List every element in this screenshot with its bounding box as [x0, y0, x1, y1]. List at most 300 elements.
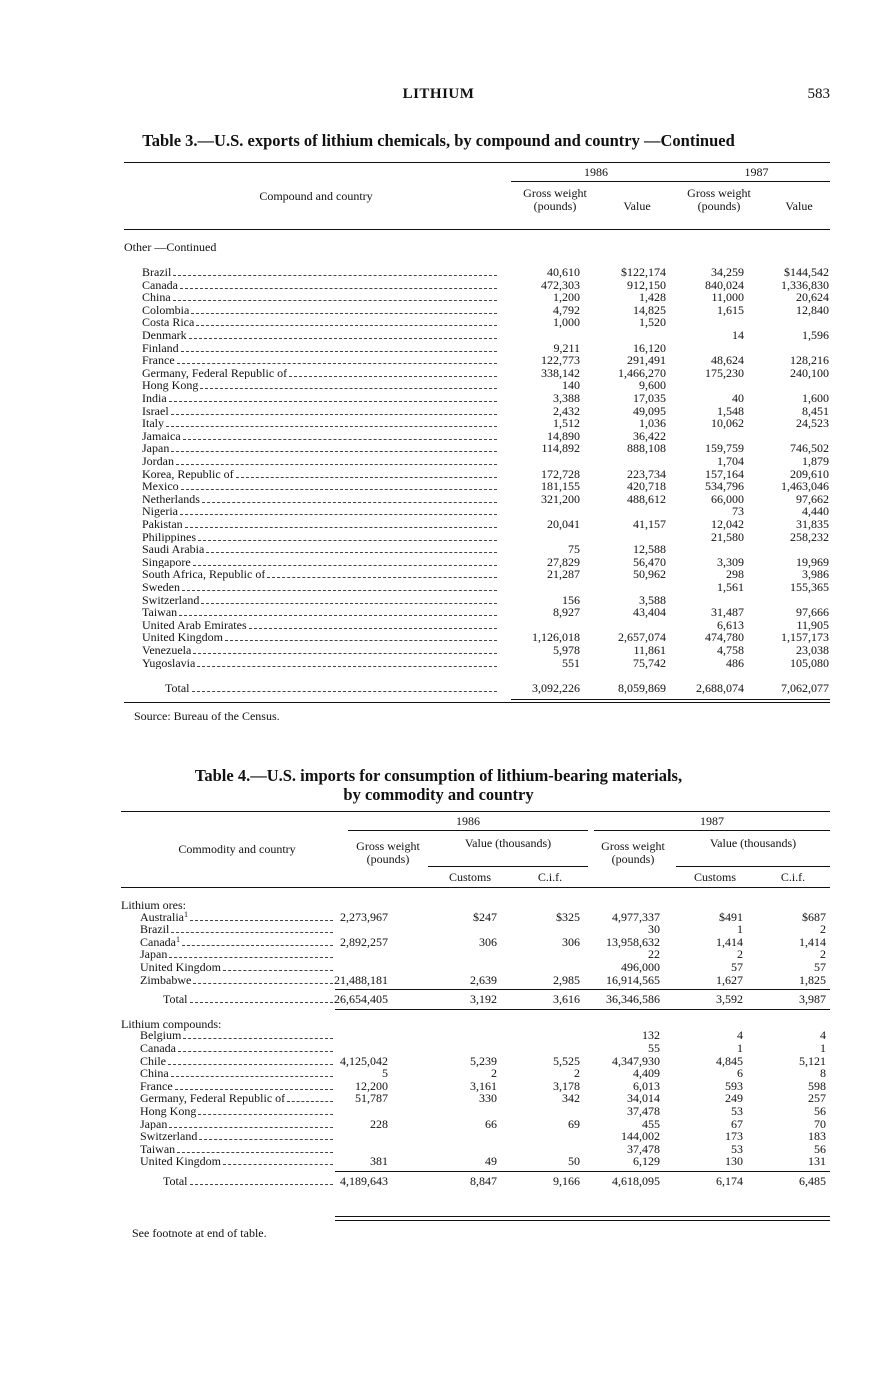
table3-row — [0, 556, 877, 569]
table4-cell: 131 — [808, 1154, 826, 1169]
table4-country-label — [140, 911, 188, 924]
leader-dots — [223, 961, 333, 971]
table4-value-1986: Value (thousands) — [464, 836, 552, 850]
table4-country-label — [140, 923, 169, 936]
leader-dots — [192, 682, 497, 692]
table4-cell: 306 — [562, 934, 580, 949]
table3-cell: 291,491 — [627, 353, 666, 368]
table3-country-label: Jordan — [142, 455, 174, 468]
leader-dots — [289, 367, 497, 377]
table3-year-1987: 1987 — [744, 165, 769, 179]
table3-cell: 122,773 — [541, 353, 580, 368]
table3-cell: 128,216 — [790, 353, 829, 368]
table3-cell: 21,287 — [547, 567, 580, 582]
table4-cell: 12,200 — [355, 1078, 388, 1093]
table3-country-label: Germany, Federal Republic of — [142, 366, 288, 380]
table4-country-label — [140, 948, 167, 961]
table3-country-label: Israel — [142, 404, 169, 418]
table4-country-name: Japan — [140, 948, 168, 961]
table3-row — [0, 480, 877, 493]
table4-cell: 6,129 — [633, 1154, 660, 1169]
table3-cell: 105,080 — [790, 655, 829, 670]
table3-cell: 181,155 — [541, 479, 580, 494]
table4-row — [0, 961, 877, 974]
table3-cell: 534,796 — [705, 479, 744, 494]
table4-cell: 5,525 — [553, 1053, 580, 1068]
table3-cell: 21,580 — [711, 529, 744, 544]
table3-row — [0, 594, 877, 607]
table3-row — [0, 543, 877, 556]
leader-dots — [169, 392, 497, 402]
table4-cell: 49 — [485, 1154, 497, 1169]
leader-dots — [236, 468, 497, 478]
table4-customs-1986: Customs — [448, 870, 491, 884]
table4-cell: 22 — [648, 947, 660, 962]
table3-cell: 172,728 — [541, 466, 580, 481]
table4-cell: 4 — [737, 1028, 743, 1043]
table3-cell: 156 — [562, 592, 580, 607]
table3-cell: 1,520 — [639, 315, 666, 330]
table3-cell: 1,512 — [553, 416, 580, 431]
leader-dots — [182, 936, 333, 946]
table3-cell: 1,600 — [802, 391, 829, 405]
table3-col-value-1987: Value — [785, 199, 813, 213]
table3-country-label: Yugoslavia — [142, 656, 196, 670]
table3-cell: 3,309 — [717, 554, 744, 569]
table3-cell: 31,487 — [711, 605, 744, 620]
table3-country-label: Netherlands — [142, 492, 200, 506]
table3-cell: 486 — [726, 655, 744, 670]
leader-dots — [180, 279, 497, 289]
table3-cell: 420,718 — [627, 479, 666, 494]
table4-cell: 593 — [725, 1078, 743, 1093]
table3-country-label: Sweden — [142, 581, 180, 594]
table4-cell: 598 — [808, 1078, 826, 1093]
table4-row — [0, 1143, 877, 1156]
table3-cell: 298 — [726, 567, 744, 582]
table3-country-label: Costa Rica — [142, 316, 195, 329]
leader-dots — [173, 266, 497, 276]
table3-country-label: Jamaica — [142, 429, 181, 443]
table4-cell: 34,014 — [627, 1091, 660, 1106]
table3-row — [0, 493, 877, 506]
leader-dots — [191, 304, 497, 314]
table4-cell: 2 — [491, 1066, 497, 1081]
table4-total-cell: 6,174 — [716, 1174, 743, 1188]
table4-section-title: Lithium ores: — [121, 898, 186, 912]
table3-cell: 157,164 — [705, 466, 744, 481]
leader-dots — [225, 631, 497, 641]
table4-country-name: China — [140, 1067, 169, 1080]
table3-cell: 75 — [568, 542, 580, 557]
table3-cell: 12,840 — [796, 302, 829, 317]
table3-country-label: Italy — [142, 417, 164, 430]
table4-country-label — [140, 1092, 285, 1105]
table3-row — [0, 379, 877, 392]
table4-cell: 249 — [725, 1091, 743, 1106]
table3-country-label: Hong Kong — [142, 379, 199, 392]
table4-cell: 496,000 — [621, 960, 660, 974]
page-number: 583 — [807, 86, 830, 102]
table4-country-label — [140, 1143, 175, 1156]
table3-cell: 1,879 — [802, 454, 829, 468]
table3-country-label: Brazil — [142, 266, 172, 279]
table4-cell: 66 — [485, 1116, 497, 1131]
table3-cell: 41,157 — [633, 517, 666, 531]
table3-cell: 2,432 — [553, 403, 580, 418]
table3-cell: 8,451 — [802, 403, 829, 418]
table3-cell: 140 — [562, 378, 580, 393]
table3-cell: 20,041 — [547, 517, 580, 531]
table3-cell: 5,978 — [553, 643, 580, 657]
table4-cell: 30 — [648, 922, 660, 937]
table3-cell: 75,742 — [633, 655, 666, 670]
table3-cell: 20,624 — [796, 290, 829, 305]
table4-row — [0, 1042, 877, 1055]
table4-cell: 37,478 — [627, 1104, 660, 1118]
leader-dots — [178, 1042, 333, 1052]
table4-cell: 130 — [725, 1154, 743, 1169]
table4-total-label: Total — [163, 993, 188, 1006]
table3-row — [0, 430, 877, 443]
table4-cell: 3,161 — [470, 1078, 497, 1093]
table4-stub-header: Commodity and country — [178, 842, 296, 856]
table3-cell: 1,463,046 — [781, 479, 829, 494]
leader-dots — [190, 993, 333, 1003]
table3-row — [0, 631, 877, 644]
table3-row — [0, 644, 877, 657]
table4-total-label: Total — [163, 1175, 188, 1188]
table3-total-label: Total — [165, 682, 190, 695]
table4-row — [0, 1080, 877, 1093]
table3-cell: 1,548 — [717, 403, 744, 418]
table3-row — [0, 468, 877, 481]
table3-stub-header: Compound and country — [259, 189, 373, 203]
table3-cell: 746,502 — [790, 441, 829, 456]
table3-cell: 474,780 — [705, 630, 744, 645]
table4-country-name: Japan — [140, 1117, 168, 1131]
table4-country-label — [140, 1080, 173, 1093]
table4-cell: 144,002 — [621, 1129, 660, 1144]
table4-cell: 69 — [568, 1116, 580, 1131]
table3-cell: 321,200 — [541, 491, 580, 506]
table4-cell: 228 — [370, 1116, 388, 1131]
table3-row — [0, 266, 877, 279]
leader-dots — [185, 518, 497, 528]
leader-dots — [183, 430, 497, 440]
table3-row — [0, 354, 877, 367]
leader-dots — [177, 354, 497, 364]
table3-cell: 14,825 — [633, 302, 666, 317]
table4-row — [0, 1105, 877, 1118]
table3-cell: 43,404 — [633, 605, 666, 620]
table3-country-label: United Arab Emirates — [142, 618, 247, 632]
table3-cell: 1,561 — [717, 580, 744, 594]
table4-country-label — [140, 1055, 166, 1068]
table4-total-cell: 4,189,643 — [340, 1174, 388, 1188]
table3-cell: 1,200 — [553, 290, 580, 305]
table3-cell: 40 — [732, 391, 744, 405]
table3-cell: 4,792 — [553, 302, 580, 317]
table3-cell: 888,108 — [627, 441, 666, 456]
table3-cell: 9,600 — [639, 378, 666, 393]
table3-cell: 209,610 — [790, 466, 829, 481]
table3-caption: Table 3.—U.S. exports of lithium chemicals, by compound and country —Continued — [142, 131, 735, 150]
table4-cell: $491 — [719, 909, 743, 924]
table4-country-name: Canada — [140, 935, 176, 949]
table3-country-label: United Kingdom — [142, 631, 223, 644]
table3-cell: $122,174 — [621, 265, 666, 279]
table4-country-name: United Kingdom — [140, 1155, 221, 1168]
table4-customs-1987: Customs — [693, 870, 736, 884]
table3-cell: 11,861 — [633, 643, 666, 657]
table4-cell: $247 — [473, 909, 497, 924]
table4-cell: 4,845 — [716, 1053, 743, 1068]
table3-cell: 155,365 — [790, 580, 829, 594]
table3-row — [0, 606, 877, 619]
table3-row — [0, 304, 877, 317]
table4-section-rule — [335, 1009, 830, 1010]
table4-cell: 3,178 — [553, 1078, 580, 1093]
table3-country-label: Colombia — [142, 303, 190, 317]
table4-cell: 50 — [568, 1154, 580, 1169]
table4-cell: 51,787 — [355, 1091, 388, 1106]
leader-dots — [196, 316, 497, 326]
table3-row — [0, 518, 877, 531]
table3-cell: 223,734 — [627, 466, 666, 481]
table4-cell: 53 — [731, 1141, 743, 1156]
table4-total-row — [0, 993, 877, 1006]
table3-country-label: Canada — [142, 278, 178, 292]
table4-cell: 1,414 — [799, 934, 826, 949]
table4-cell: 2,273,967 — [340, 909, 388, 924]
footnote-marker: 1 — [175, 935, 180, 944]
table3-row — [0, 531, 877, 544]
table4-total-cell: 3,987 — [799, 992, 826, 1007]
table3-row — [0, 581, 877, 594]
table3-total-cell: 2,688,074 — [696, 681, 744, 695]
table4-row — [0, 948, 877, 961]
table4-cell: 330 — [479, 1091, 497, 1106]
table4-row — [0, 1092, 877, 1105]
table3-country-label: Singapore — [142, 555, 191, 569]
table4-cif-1987: C.i.f. — [780, 870, 806, 884]
leader-dots — [173, 291, 497, 301]
table4-cell: 55 — [648, 1041, 660, 1055]
leader-dots — [223, 1155, 333, 1165]
table4-cell: 173 — [725, 1129, 743, 1144]
table4-country-name: Taiwan — [140, 1142, 176, 1156]
table4-cell: 132 — [642, 1028, 660, 1043]
table3-country-label: South Africa, Republic of — [142, 568, 266, 581]
table4-cell: 70 — [814, 1116, 826, 1131]
footnote-marker: 1 — [184, 910, 188, 919]
table3-cell: 17,035 — [633, 391, 666, 405]
table4-subtotal-rule — [335, 1171, 830, 1172]
leader-dots — [190, 911, 333, 921]
table4-cell: 5,121 — [799, 1053, 826, 1068]
table4-country-name: Germany, Federal Republic of — [140, 1092, 286, 1105]
table4-country-name: Belgium — [140, 1029, 182, 1042]
table3-cell: 97,666 — [796, 605, 829, 620]
table4-country-name: United Kingdom — [140, 961, 221, 974]
table4-cell: 455 — [642, 1116, 660, 1131]
leader-dots — [181, 342, 497, 352]
table4-row — [0, 1029, 877, 1042]
table4-caption — [0, 766, 877, 804]
table4-cell: 5 — [382, 1066, 388, 1081]
table4-gross-1987: Gross weight (pounds) — [601, 839, 665, 866]
table4-country-name: Hong Kong — [140, 1105, 197, 1118]
table3-country-label: Philippines — [142, 530, 197, 544]
table3-row — [0, 568, 877, 581]
table3-country-label: Switzerland — [142, 593, 200, 607]
leader-dots — [193, 556, 497, 566]
table3-cell: 27,829 — [547, 554, 580, 569]
table4-country-label — [140, 1067, 169, 1080]
table4-cell: 2,639 — [470, 972, 497, 987]
leader-dots — [200, 379, 497, 389]
table4-total-cell: 3,192 — [470, 992, 497, 1007]
table4-cell: 257 — [808, 1091, 826, 1106]
leader-dots — [171, 405, 497, 415]
table3-cell: 19,969 — [796, 554, 829, 569]
table4-cell: 183 — [808, 1129, 826, 1144]
table3-country-label: Finland — [142, 341, 179, 355]
table4-cell: 8 — [820, 1066, 826, 1081]
table4-subtotal-rule — [335, 989, 830, 990]
table3-country-label: Taiwan — [142, 606, 178, 619]
table4-cell: 2 — [820, 922, 826, 937]
table3-row — [0, 657, 877, 670]
table3-cell: 73 — [732, 504, 744, 519]
table3-cell: 1,428 — [639, 290, 666, 305]
table3-col-gross-1986: Gross weight (pounds) — [523, 186, 587, 213]
table3-cell: 8,927 — [553, 605, 580, 620]
table3-cell: 11,905 — [796, 617, 829, 632]
leader-dots — [202, 493, 497, 503]
leader-dots — [198, 531, 497, 541]
table4-cell: 4,409 — [633, 1066, 660, 1081]
table3-cell: 66,000 — [711, 491, 744, 506]
table3-cell: 36,422 — [633, 428, 666, 443]
table4-total-cell: 4,618,095 — [612, 1174, 660, 1188]
leader-dots — [179, 606, 497, 616]
table3-cell: 14,890 — [547, 428, 580, 443]
table3-cell: 40,610 — [547, 265, 580, 279]
table4-country-label — [140, 974, 191, 987]
table3-cell: 175,230 — [705, 365, 744, 380]
table3-cell: 551 — [562, 655, 580, 670]
page-running-title: LITHIUM — [402, 86, 475, 102]
table3-cell: 1,000 — [553, 315, 580, 330]
table3-row — [0, 342, 877, 355]
table3-cell: 1,466,270 — [618, 365, 666, 380]
table4-row — [0, 1118, 877, 1131]
table3-col-value-1986: Value — [623, 199, 651, 213]
table3-cell: 50,962 — [633, 567, 666, 582]
table4-cell: 2,892,257 — [340, 934, 388, 949]
leader-dots — [171, 442, 497, 452]
table3-row — [0, 455, 877, 468]
table4-row — [0, 1155, 877, 1168]
table3-cell: 6,613 — [717, 617, 744, 632]
table4-caption-line1: Table 4.—U.S. imports for consumption of lithium-bearing materials, — [194, 766, 683, 785]
leader-dots — [183, 1029, 333, 1039]
table4-cell: 1,414 — [716, 934, 743, 949]
table4-cell: 381 — [370, 1154, 388, 1169]
table3-row — [0, 405, 877, 418]
table3-col-gross-1987: Gross weight (pounds) — [687, 186, 751, 213]
table4-cell: 6 — [737, 1066, 743, 1081]
leader-dots — [182, 581, 497, 591]
table3-cell: 10,062 — [711, 416, 744, 431]
table3-cell: 3,388 — [553, 391, 580, 405]
leader-dots — [171, 1067, 333, 1077]
leader-dots — [206, 543, 497, 553]
table4-row — [0, 923, 877, 936]
table3-cell: 12,588 — [633, 542, 666, 557]
table3-cell: 488,612 — [627, 491, 666, 506]
leader-dots — [197, 657, 497, 667]
table3-cell: 31,835 — [796, 517, 829, 531]
table4-country-label — [140, 1118, 167, 1131]
table3-country-label: Korea, Republic of — [142, 467, 234, 481]
table4-cell: 13,958,632 — [606, 934, 660, 949]
leader-dots — [175, 1080, 333, 1090]
table3-source-note: Source: Bureau of the Census. — [134, 709, 280, 723]
table4-year-1987: 1987 — [700, 814, 724, 828]
table3-cell: 48,624 — [711, 353, 744, 368]
table4-row — [0, 974, 877, 987]
table4-row — [0, 1067, 877, 1080]
table3-cell: 49,095 — [633, 403, 666, 418]
table4-caption-line2: by commodity and country — [343, 785, 534, 804]
table3-cell: 56,470 — [633, 554, 666, 569]
table4-cell: 1 — [737, 922, 743, 937]
table3-cell: 3,986 — [802, 567, 829, 582]
table3-row — [0, 291, 877, 304]
table3-total-cell: 8,059,869 — [618, 681, 666, 695]
leader-dots — [168, 1055, 333, 1065]
table3-cell: 1,615 — [717, 302, 744, 317]
table3-cell: 1,596 — [802, 328, 829, 342]
leader-dots — [201, 594, 497, 604]
table4-cell: 4,125,042 — [340, 1053, 388, 1068]
table3-country-label: France — [142, 354, 175, 367]
table4-cell: 4,977,337 — [612, 909, 660, 924]
table4-row — [0, 936, 877, 949]
table4-country-label — [140, 1130, 197, 1143]
table3-cell: 338,142 — [541, 365, 580, 380]
table4-total-cell: 36,346,586 — [606, 992, 660, 1007]
table4-value-1987: Value (thousands) — [709, 836, 797, 850]
table3-cell: 2,657,074 — [618, 630, 666, 645]
table3-cell: 12,042 — [711, 517, 744, 531]
table3-total-row — [0, 682, 877, 695]
table4-total-cell: 9,166 — [553, 1174, 580, 1188]
table3-country-label: Pakistan — [142, 518, 183, 531]
table3-row — [0, 619, 877, 632]
leader-dots — [198, 1105, 333, 1115]
table3-row — [0, 367, 877, 380]
table4-country-name: Zimbabwe — [140, 973, 192, 987]
table3-cell: 1,036 — [639, 416, 666, 431]
table4-cell: 342 — [562, 1091, 580, 1106]
table4-cell: 1,627 — [716, 972, 743, 987]
table3-country-label: Denmark — [142, 329, 187, 342]
table3-country-label: India — [142, 392, 167, 405]
